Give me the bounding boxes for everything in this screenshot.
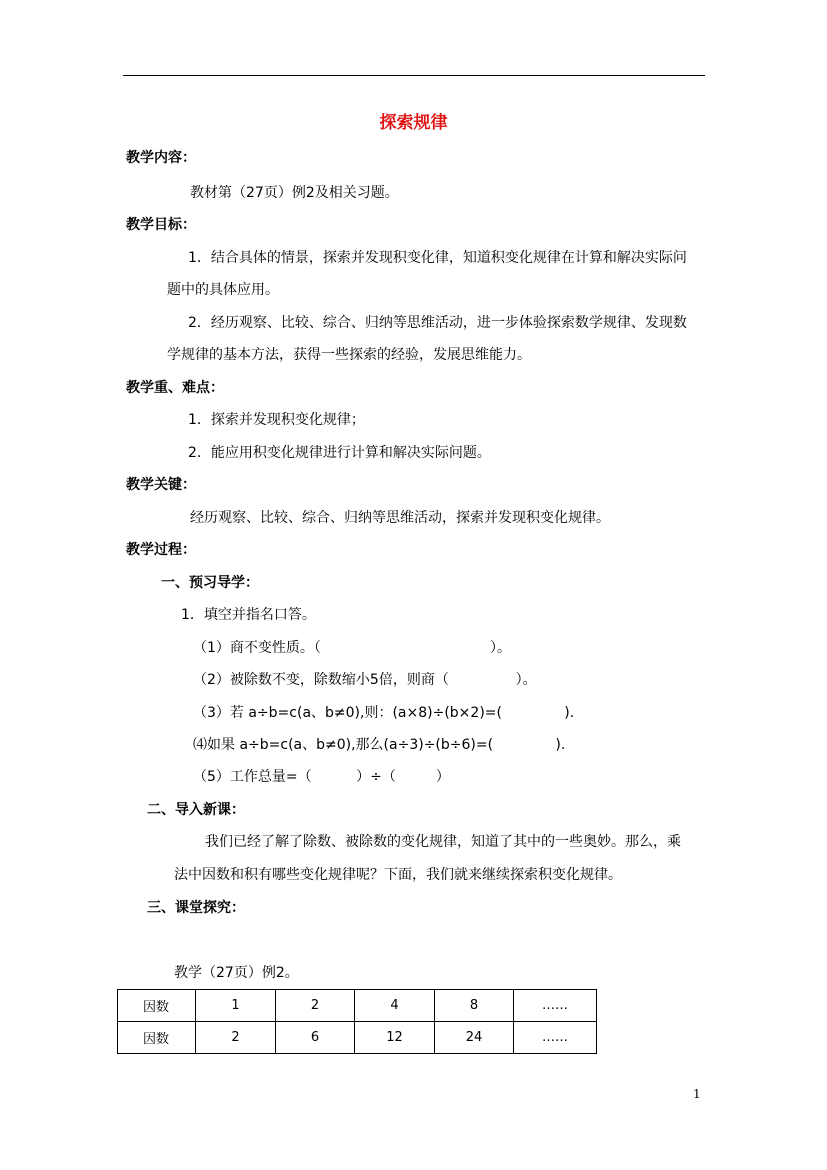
- table-cell: 2: [276, 990, 355, 1022]
- intro-line-1: 我们已经了解了除数、被除数的变化规律，知道了其中的一些奥妙。那么，乘: [205, 834, 681, 850]
- intro-line-2: 法中因数和积有哪些变化规律呢？下面，我们就来继续探索积变化规律。: [174, 867, 622, 883]
- table-cell: 1: [196, 990, 276, 1022]
- table-cell: 因数: [118, 990, 196, 1022]
- table-cell: ……: [514, 990, 597, 1022]
- heading-key-points: 教学重、难点：: [126, 380, 224, 396]
- heading-teaching-goals: 教学目标：: [126, 217, 196, 233]
- goal-1-line-2: 题中的具体应用。: [167, 282, 279, 298]
- table-row: [118, 990, 597, 1022]
- table-cell: 8: [435, 990, 514, 1022]
- heading-teaching-content: 教学内容：: [126, 150, 196, 166]
- question-1: （1）商不变性质。（ ）。: [193, 640, 512, 656]
- heading-teaching-process: 教学过程：: [126, 542, 196, 558]
- question-2: （2）被除数不变，除数缩小5倍，则商（ ）。: [193, 672, 537, 688]
- goal-2-line-2: 学规律的基本方法，获得一些探索的经验，发展思维能力。: [167, 347, 531, 363]
- table-row: [118, 1022, 597, 1054]
- table-cell: 2: [196, 1022, 276, 1054]
- table-cell: 因数: [118, 1022, 196, 1054]
- goal-1-line-1: 1．结合具体的情景，探索并发现积变化律，知道积变化规律在计算和解决实际问: [188, 250, 687, 266]
- table-cell: 24: [435, 1022, 514, 1054]
- factor-table: [117, 989, 597, 1054]
- header-rule: [123, 75, 705, 76]
- document-title: 探索规律: [379, 113, 448, 133]
- table-cell: 12: [355, 1022, 435, 1054]
- section-3-heading: 三、课堂探究：: [147, 900, 245, 916]
- teaching-content-text: 教材第（27页）例2及相关习题。: [190, 185, 399, 201]
- key-point-2: 2．能应用积变化规律进行计算和解决实际问题。: [188, 445, 491, 461]
- question-3: （3）若 a÷b=c(a、b≠0),则：(a×8)÷(b×2)=( ).: [193, 705, 575, 721]
- question-5: （5）工作总量=（ ）÷（ ）: [193, 769, 450, 785]
- section-2-heading: 二、导入新课：: [147, 802, 245, 818]
- teaching-crux-text: 经历观察、比较、综合、归纳等思维活动，探索并发现积变化规律。: [190, 510, 610, 526]
- question-4: ⑷如果 a÷b=c(a、b≠0),那么(a÷3)÷(b÷6)=( ).: [193, 737, 566, 753]
- key-point-1: 1．探索并发现积变化规律；: [188, 412, 365, 428]
- table-cell: 6: [276, 1022, 355, 1054]
- heading-teaching-crux: 教学关键：: [126, 477, 196, 493]
- table-cell: ……: [514, 1022, 597, 1054]
- section-1-item: 1．填空并指名口答。: [181, 607, 316, 623]
- table-cell: 4: [355, 990, 435, 1022]
- goal-2-line-1: 2．经历观察、比较、综合、归纳等思维活动，进一步体验探索数学规律、发现数: [188, 315, 687, 331]
- page-number: 1: [693, 1087, 701, 1101]
- example-caption: 教学（27页）例2。: [174, 965, 299, 981]
- section-1-heading: 一、预习导学：: [161, 575, 259, 591]
